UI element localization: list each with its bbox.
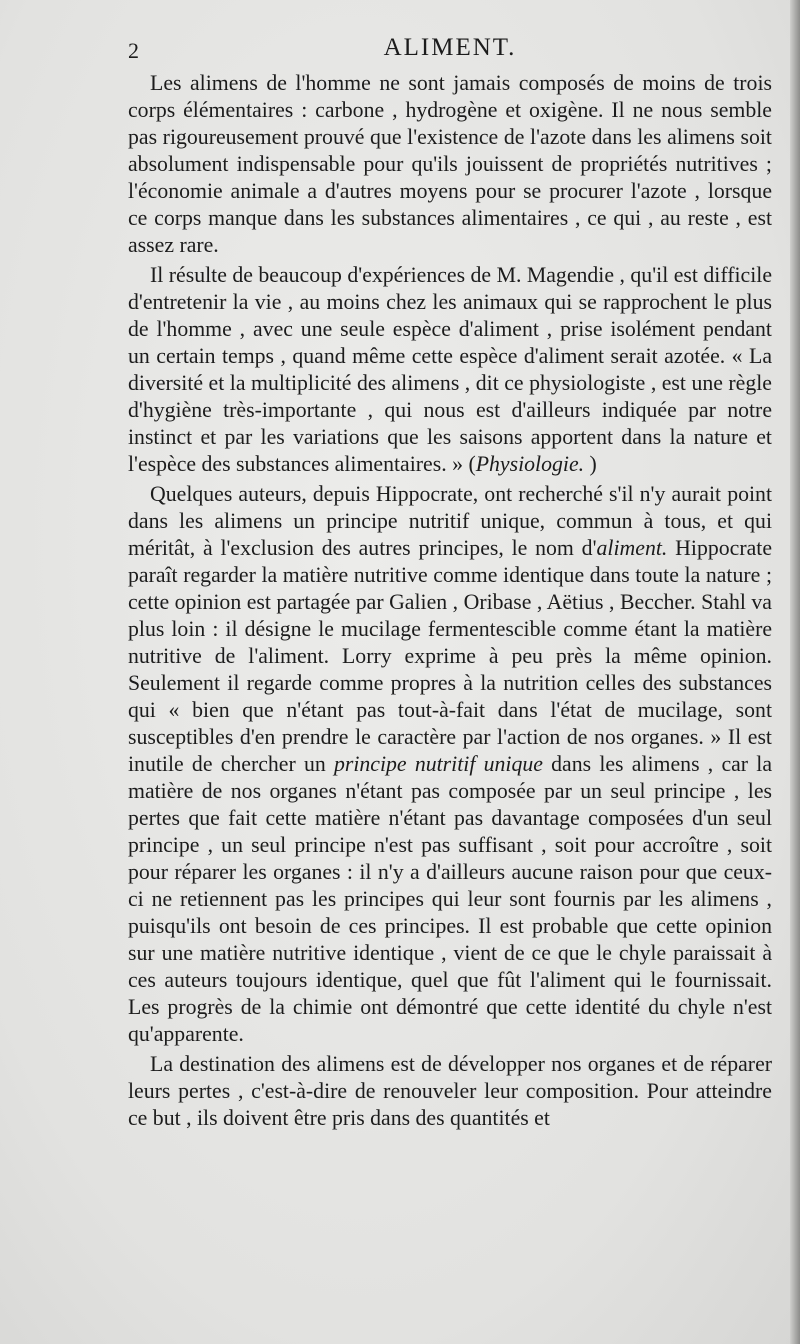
running-title: ALIMENT. bbox=[383, 34, 517, 61]
paragraph-4-text: La destination des alimens est de développer nos organes et de réparer leurs pertes , c'est-à-dire de renouveler leur composition. Pour atteindre ce but , ils doivent être pris dans des quantités et bbox=[128, 1052, 772, 1130]
paragraph-2-text: Il résulte de beaucoup d'expériences de M. Magendie , qu'il est difficile d'entretenir la vie , au moins chez les animaux qui se rapprochent le plus de l'homme , avec une seule espèce d'aliment , prise isolément pendant un certain temps , quand même cette espèce d'aliment serait azotée. « La diversité et la multiplicité des alimens , dit ce physiologiste , est une règle d'hygiène très-importante , qui nous est d'ailleurs indiquée par notre instinct et par les variations que les saisons apportent dans la nature et l'espèce des substances alimentaires. » ( bbox=[128, 263, 772, 476]
paragraph-2-italic: Physiologie. bbox=[475, 452, 585, 476]
page-edge-shadow bbox=[790, 0, 800, 1344]
paragraph-1 bbox=[128, 70, 772, 259]
body-text bbox=[128, 70, 772, 1132]
paragraph-3 bbox=[128, 481, 772, 1048]
paragraph-3-italic-2: principe nutritif unique bbox=[333, 752, 543, 776]
paragraph-3-after-2: dans les alimens , car la matière de nos organes n'étant pas composée par un seul principe , les pertes que fait cette matière n'étant pas davantage composées d'un seul principe , un seul principe n'est pas suffisant , soit pour accroître , soit pour réparer les organes : il n'y a d'ailleurs aucune raison pour que ceux-ci ne retiennent pas les principes qui leur sont fournis par les alimens , puisqu'ils ont besoin de ces principes. Il est probable que cette opinion sur une matière nutritive identique , vient de ce que le chyle paraissait à ces auteurs toujours identique, quel que fût l'aliment qui le fournissait. Les progrès de la chimie ont démontré que cette identité du chyle n'est qu'apparente. bbox=[128, 752, 773, 1046]
paragraph-4 bbox=[128, 1051, 772, 1132]
page-number: 2 bbox=[128, 38, 139, 63]
paragraph-2-after: ) bbox=[584, 452, 597, 476]
paragraph-3-italic: aliment. bbox=[596, 536, 668, 560]
paragraph-2 bbox=[128, 262, 772, 478]
paragraph-1-text: Les alimens de l'homme ne sont jamais composés de moins de trois corps élémentaires : carbone , hydrogène et oxigène. Il ne nous semble pas rigoureusement prouvé que l'existence de l'azote dans les alimens soit absolument indispensable pour qu'ils jouissent de propriétés nutritives ; l'économie animale a d'autres moyens pour se procurer l'azote , lorsque ce corps manque dans les substances alimentaires , ce qui , au reste , est assez rare. bbox=[128, 71, 772, 257]
paragraph-3-after: Hippocrate paraît regarder la matière nutritive comme identique dans toute la nature ; cette opinion est partagée par Galien , Oribase , Aëtius , Beccher. Stahl va plus loin : il désigne le mucilage fermentescible comme étant la matière nutritive de l'aliment. Lorry exprime à peu près la même opinion. Seulement il regarde comme propres à la nutrition celles des substances qui « bien que n'étant pas tout-à-fait dans l'état de mucilage, sont susceptibles d'en prendre le caractère par l'action de nos organes. » Il est inutile de chercher un bbox=[128, 536, 772, 776]
page-header bbox=[128, 34, 772, 68]
paragraph-3-text: Quelques auteurs, depuis Hippocrate, ont recherché s'il n'y aurait point dans les alimens un principe nutritif unique, commun à tous, et qui méritât, à l'exclusion des autres principes, le nom d' bbox=[128, 482, 772, 560]
